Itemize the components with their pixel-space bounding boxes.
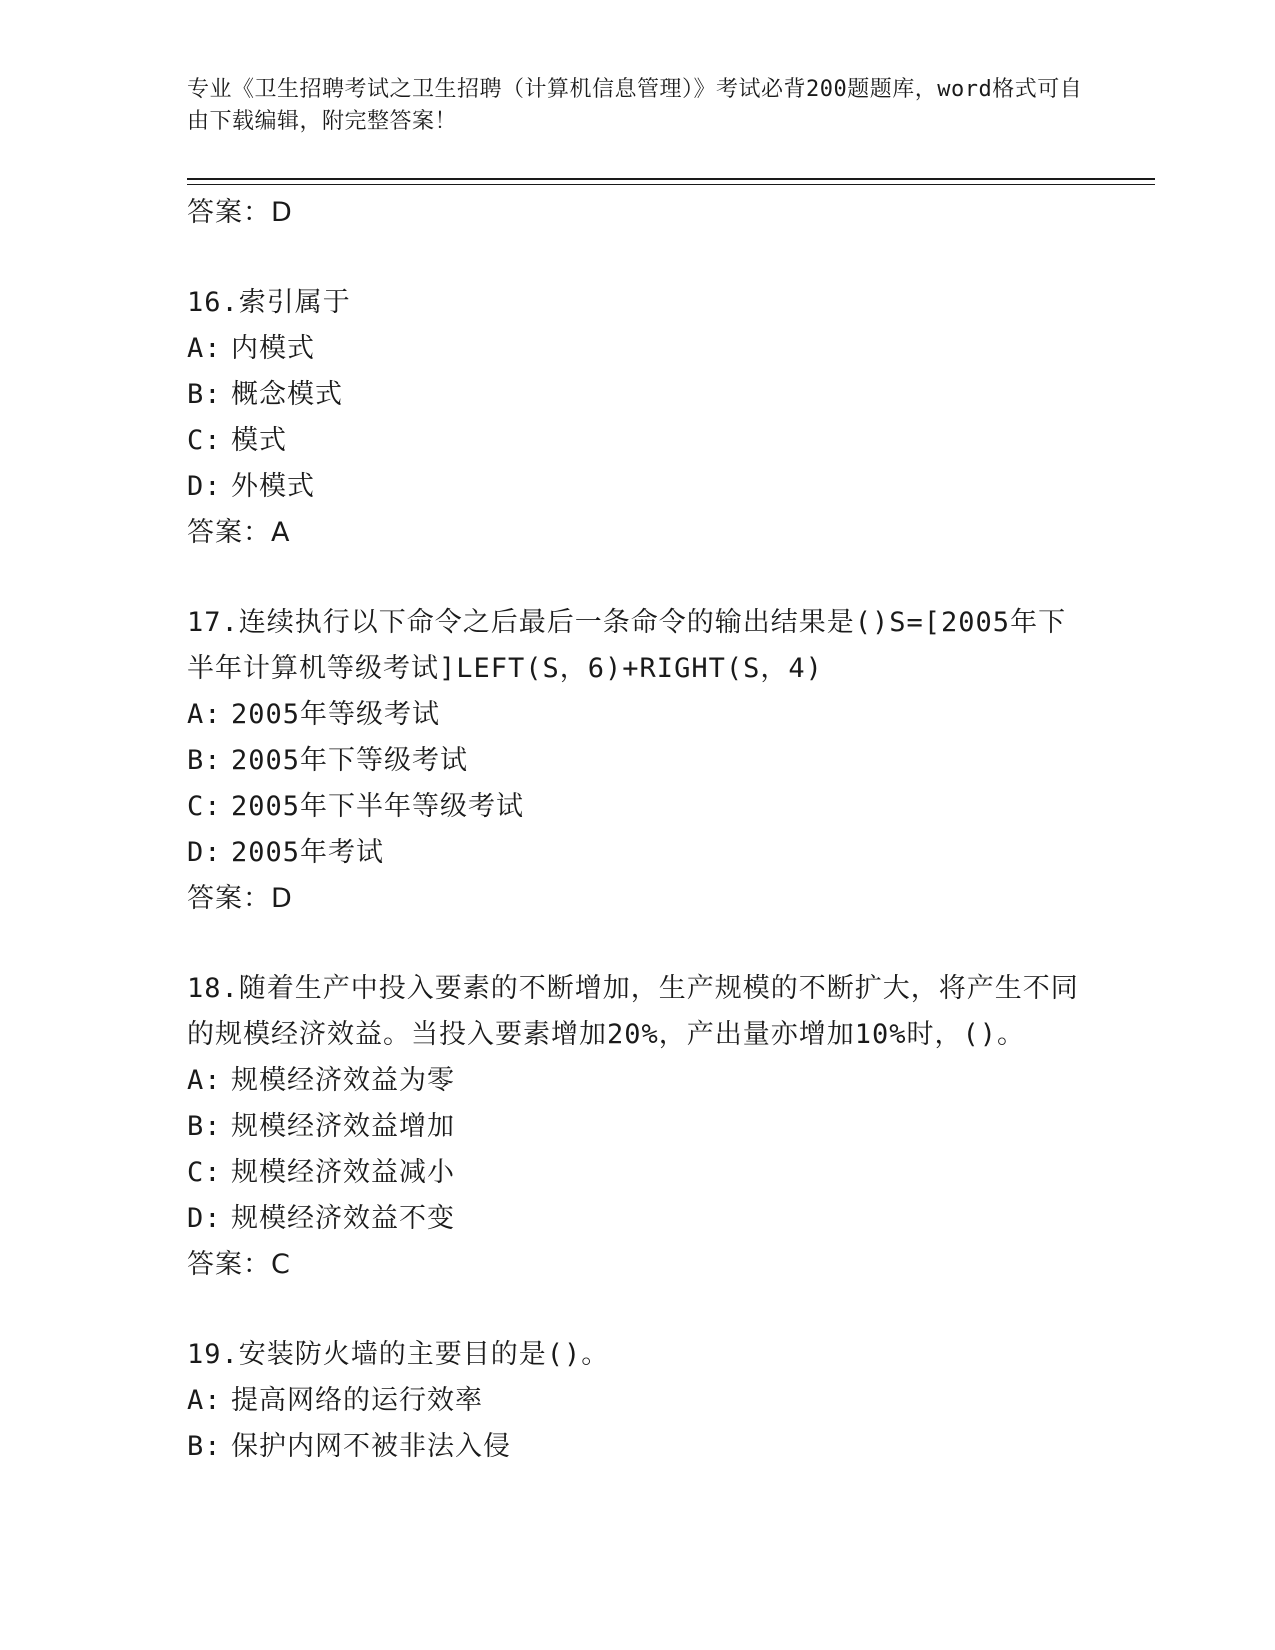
option-letter: A: — [187, 1385, 222, 1416]
question-block — [187, 600, 1087, 922]
option-letter: B: — [187, 1431, 222, 1462]
question-block — [187, 1332, 1087, 1470]
question-block — [187, 280, 1087, 556]
option-text: 概念模式 — [231, 379, 343, 410]
option-letter: B: — [187, 1111, 222, 1142]
option-text: 规模经济效益为零 — [231, 1065, 455, 1096]
option-d — [187, 830, 1087, 876]
header-divider-thick — [187, 178, 1155, 180]
option-letter: C: — [187, 1157, 222, 1188]
option-letter: D: — [187, 1203, 222, 1234]
option-text: 提高网络的运行效率 — [231, 1385, 483, 1416]
option-text: 模式 — [231, 425, 287, 456]
option-a — [187, 692, 1087, 738]
option-text: 规模经济效益减小 — [231, 1157, 455, 1188]
question-text: 16.索引属于 — [187, 287, 351, 318]
option-letter: C: — [187, 425, 222, 456]
option-letter: B: — [187, 379, 222, 410]
option-letter: A: — [187, 1065, 222, 1096]
question-block — [187, 966, 1087, 1288]
option-letter: C: — [187, 791, 222, 822]
option-text: 规模经济效益增加 — [231, 1111, 455, 1142]
document-header: 专业《卫生招聘考试之卫生招聘（计算机信息管理）》考试必背200题题库，word格式可自由下载编辑，附完整答案！ — [187, 77, 1083, 134]
option-c — [187, 418, 1087, 464]
option-b — [187, 1424, 1087, 1470]
option-c — [187, 1150, 1087, 1196]
option-text: 规模经济效益不变 — [231, 1203, 455, 1234]
option-b — [187, 372, 1087, 418]
option-letter: D: — [187, 837, 222, 868]
option-text: 2005年等级考试 — [231, 699, 441, 730]
answer-line: 答案：C — [187, 1249, 291, 1280]
option-b — [187, 738, 1087, 784]
answer-line: 答案：D — [187, 883, 293, 914]
option-letter: A: — [187, 699, 222, 730]
question-text: 17.连续执行以下命令之后最后一条命令的输出结果是()S=[2005年下半年计算机等级考试]LEFT(S，6)+RIGHT(S，4) — [187, 607, 1067, 684]
option-text: 保护内网不被非法入侵 — [231, 1431, 511, 1462]
option-a — [187, 326, 1087, 372]
option-text: 外模式 — [231, 471, 315, 502]
option-text: 2005年下等级考试 — [231, 745, 469, 776]
option-text: 2005年下半年等级考试 — [231, 791, 525, 822]
option-d — [187, 464, 1087, 510]
option-a — [187, 1058, 1087, 1104]
option-c — [187, 784, 1087, 830]
question-text: 18.随着生产中投入要素的不断增加，生产规模的不断扩大，将产生不同的规模经济效益。当投入要素增加20%，产出量亦增加10%时，()。 — [187, 973, 1079, 1050]
answer-line: 答案：A — [187, 517, 291, 548]
option-a — [187, 1378, 1087, 1424]
option-text: 内模式 — [231, 333, 315, 364]
option-letter: B: — [187, 745, 222, 776]
option-d — [187, 1196, 1087, 1242]
option-b — [187, 1104, 1087, 1150]
option-letter: D: — [187, 471, 222, 502]
option-text: 2005年考试 — [231, 837, 385, 868]
answer-line: 答案：D — [187, 197, 293, 228]
question-text: 19.安装防火墙的主要目的是()。 — [187, 1339, 610, 1370]
question-list — [187, 190, 1087, 1470]
option-letter: A: — [187, 333, 222, 364]
header-divider-thin — [187, 184, 1155, 185]
